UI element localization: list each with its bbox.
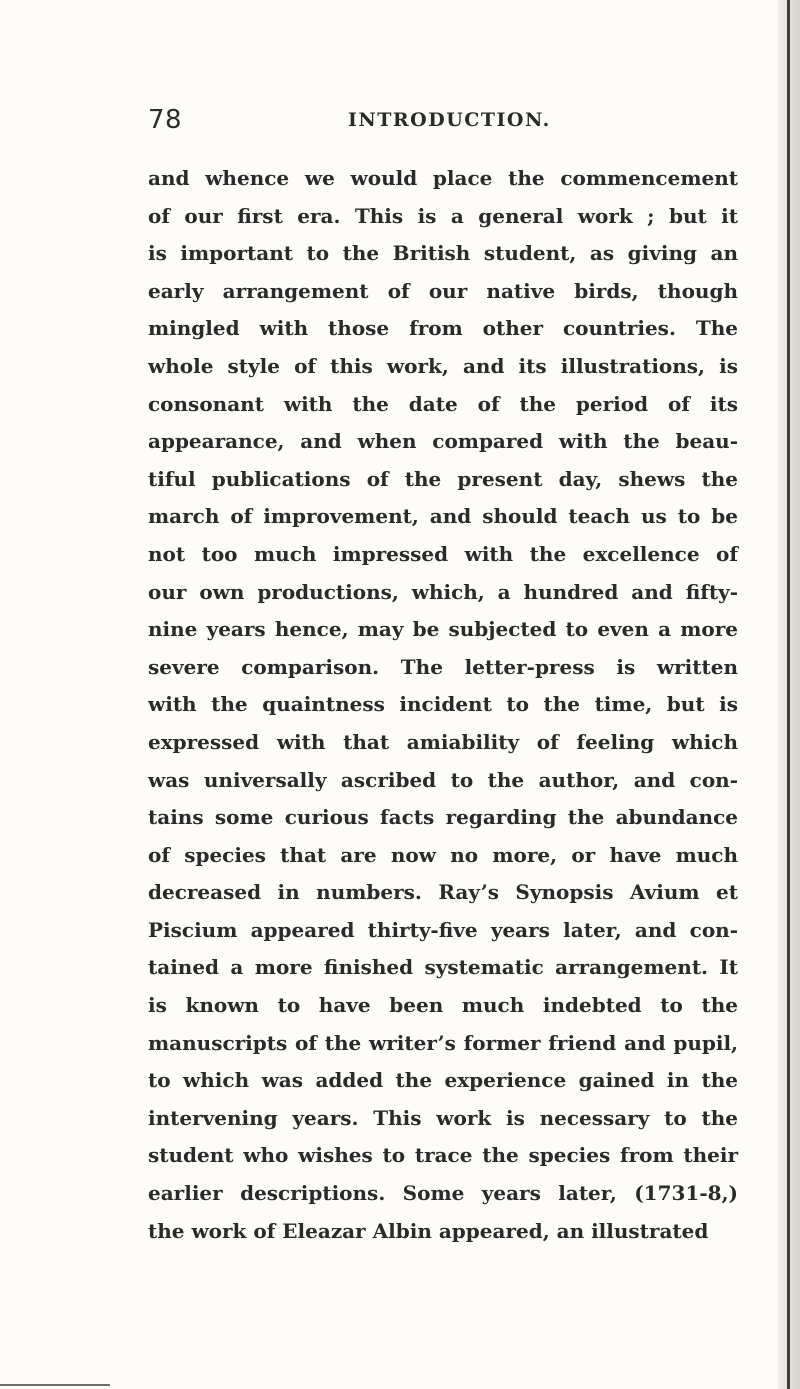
text-line: to which was added the experience gained in the <box>148 1068 738 1093</box>
body-text <box>148 160 738 1250</box>
text-line: tained a more finished systematic arrangement. It <box>148 955 738 980</box>
text-line: decreased in numbers. Ray’s Synopsis Avium et <box>148 880 738 905</box>
text-line: Piscium appeared thirty-five years later, and con- <box>148 917 738 942</box>
text-line: appearance, and when compared with the beau- <box>148 429 738 454</box>
text-line: consonant with the date of the period of its <box>148 391 738 416</box>
page-number: 78 <box>148 105 183 135</box>
text-line: tains some curious facts regarding the abundance <box>148 805 738 830</box>
text-line: expressed with that amiability of feeling which <box>148 729 738 754</box>
text-line: and whence we would place the commencement <box>148 166 738 190</box>
running-head <box>148 105 748 139</box>
text-line: student who wishes to trace the species from their <box>148 1143 738 1168</box>
text-line: early arrangement of our native birds, though <box>148 278 738 303</box>
text-line: whole style of this work, and its illustrations, is <box>148 353 738 378</box>
text-line: is important to the British student, as giving an <box>148 241 738 266</box>
text-line: of species that are now no more, or have much <box>148 842 738 867</box>
text-line: our own productions, which, a hundred and fifty- <box>148 579 738 604</box>
text-line: not too much impressed with the excellence of <box>148 541 738 566</box>
text-line: severe comparison. The letter-press is written <box>148 654 738 679</box>
text-line: intervening years. This work is necessary to the <box>148 1105 738 1130</box>
text-line: with the quaintness incident to the time, but is <box>148 692 738 717</box>
text-line: was universally ascribed to the author, and con- <box>148 767 738 792</box>
text-line: is known to have been much indebted to the <box>148 993 738 1018</box>
text-line: march of improvement, and should teach us to be <box>148 504 738 529</box>
text-line: nine years hence, may be subjected to even a more <box>148 617 738 642</box>
text-line: earlier descriptions. Some years later, (1731-8,) <box>148 1181 738 1206</box>
text-line: of our first era. This is a general work ; but it <box>148 203 738 228</box>
text-line: tiful publications of the present day, shews the <box>148 466 738 491</box>
binding-line <box>787 0 790 1389</box>
header-title: INTRODUCTION. <box>348 109 551 131</box>
text-line: manuscripts of the writer’s former friend and pupil, <box>148 1030 738 1055</box>
text-line: the work of Eleazar Albin appeared, an illustrated <box>148 1218 709 1243</box>
text-line: mingled with those from other countries. The <box>148 316 738 341</box>
bottom-rule <box>0 1384 110 1386</box>
